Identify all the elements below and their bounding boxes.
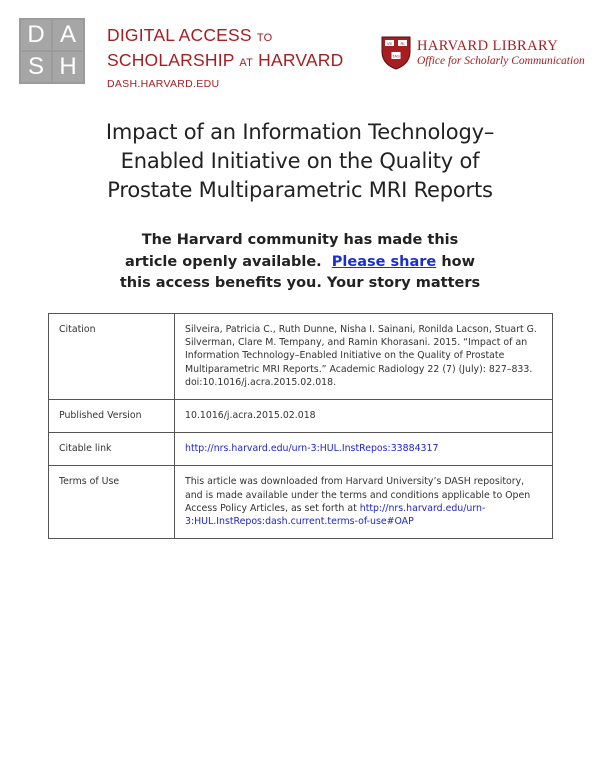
shield-text-ri: RI [400, 41, 405, 46]
table-row [49, 400, 553, 433]
dash-logo-letter: S [21, 52, 51, 82]
table-row [49, 433, 553, 466]
citable-link-label: Citable link [49, 433, 175, 466]
terms-of-use-link[interactable]: http://nrs.harvard.edu/urn-3:HUL.InstRepos:dash.current.terms-of-use#OAP [185, 502, 486, 528]
dash-logo [19, 18, 85, 84]
harvard-library-office: Office for Scholarly Communication [417, 55, 585, 67]
open-access-notice [60, 230, 540, 295]
promo-line-1: The Harvard community has made this [141, 232, 459, 248]
dash-line-1 [107, 24, 343, 49]
dash-logo-letter: A [53, 20, 83, 50]
promo-line-3: this access benefits you. Your story matters [119, 275, 481, 291]
dash-line-2-main: SCHOLARSHIP [107, 50, 240, 70]
page-header [0, 0, 600, 100]
article-title [30, 118, 570, 205]
citation-label: Citation [49, 314, 175, 400]
dash-logo-letter: H [53, 52, 83, 82]
published-version-label: Published Version [49, 400, 175, 433]
shield-text-ve: VE [386, 41, 393, 46]
dash-url[interactable]: DASH.HARVARD.EDU [107, 78, 220, 90]
title-line: Prostate Multiparametric MRI Reports [107, 178, 493, 202]
harvard-shield-icon [381, 36, 411, 70]
published-version-value: 10.1016/j.acra.2015.02.018 [175, 400, 553, 433]
dash-line-2 [107, 49, 343, 74]
promo-line-2-end: how [441, 253, 475, 270]
terms-of-use-cell [175, 466, 553, 539]
please-share-link[interactable]: Please share [331, 253, 437, 270]
dash-wordmark [107, 24, 343, 90]
promo-line-2-start: article openly available. [124, 253, 322, 270]
citable-link[interactable]: http://nrs.harvard.edu/urn-3:HUL.InstRepos:33884317 [185, 443, 439, 455]
table-row [49, 314, 553, 400]
terms-of-use-label: Terms of Use [49, 466, 175, 539]
dash-line-2-end: HARVARD [253, 50, 344, 70]
title-line: Impact of an Information Technology– [105, 120, 495, 144]
harvard-library-name: HARVARD LIBRARY [417, 38, 559, 54]
dash-line-1-small: TO [256, 32, 273, 44]
table-row [49, 466, 553, 539]
title-line: Enabled Initiative on the Quality of [120, 149, 480, 173]
harvard-library-wordmark [417, 38, 585, 68]
dash-line-1-main: DIGITAL ACCESS [107, 25, 257, 45]
citable-link-cell [175, 433, 553, 466]
dash-logo-letter: D [21, 20, 51, 50]
terms-of-use-text: This article was downloaded from Harvard University’s DASH repository, and is made available under the terms and conditions applicable to Open Access Policy Articles, as set forth at [185, 476, 531, 514]
dash-line-2-small: AT [239, 57, 254, 69]
citation-text: Silveira, Patricia C., Ruth Dunne, Nisha I. Sainani, Ronilda Lacson, Stuart G. Silverman, Clare M. Tempany, and Ramin Khorasani. 2015. “Impact of an Information Technology–Enabled Initiative on the Quality of Prostate Multiparametric MRI Reports.” Academic Radiology 22 (7) (July): 827–833. doi:10.1016/j.acra.2015.02.018. [175, 314, 553, 400]
promo-line-2 [60, 252, 540, 274]
citation-table [48, 313, 553, 539]
shield-text-tas: TAS [392, 53, 400, 59]
